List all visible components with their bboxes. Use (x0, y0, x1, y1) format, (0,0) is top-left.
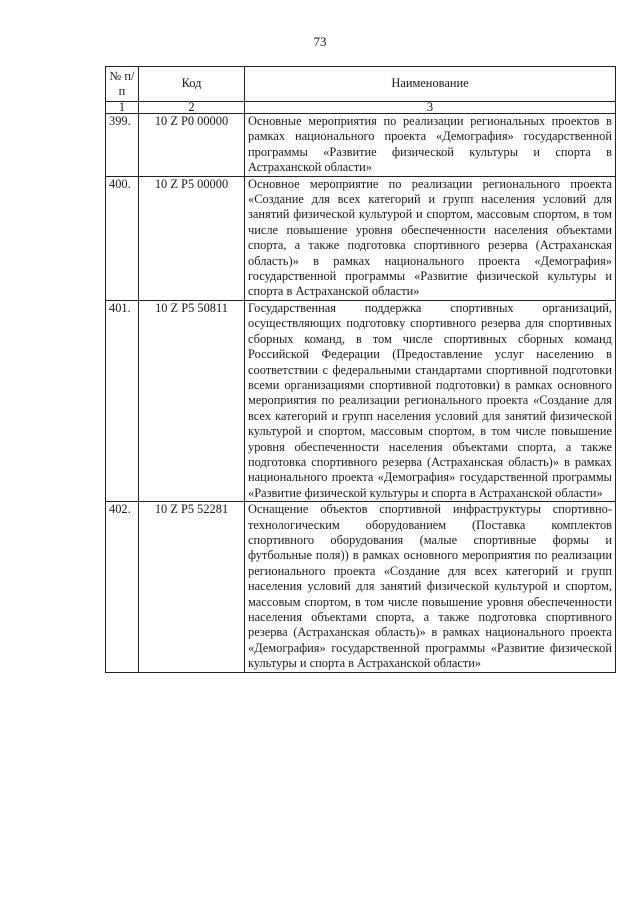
row-name: Государственная поддержка спортивных организаций, осуществляющих подготовку спортивного резерва для спортивных сборных команд, в том числе спортивных сборных команд Российской Федерации (Предоставление услуг населению в соответствии с федеральными стандартами спортивной подготовки всеми организациями спортивной подготовки) в рамках основного мероприятия по реализации регионального проекта «Создание для всех категорий и групп населения условий для занятий физической культурой и спортом, массовым спортом, в том числе повышение уровня обеспеченности населения объектами спорта, а также подготовка спортивного резерва (Астраханская область)» в рамках национального проекта «Демография» государственной программы «Развитие физической культуры и спорта в Астраханской области» (245, 300, 616, 501)
row-code: 10 Z P0 00000 (139, 114, 245, 177)
column-index-1: 1 (106, 102, 139, 114)
row-name: Основные мероприятия по реализации региональных проектов в рамках национального проекта «Демография» государственной программы «Развитие физической культуры и спорта в Астраханской области» (245, 114, 616, 177)
row-number: 402. (106, 502, 139, 672)
row-code: 10 Z P5 00000 (139, 176, 245, 300)
row-code: 10 Z P5 50811 (139, 300, 245, 501)
column-index-3: 3 (245, 102, 616, 114)
row-name: Оснащение объектов спортивной инфраструктуры спортивно-технологическим оборудованием (Поставка комплектов спортивного оборудования (малые спортивные формы и футбольные поля)) в рамках основного мероприятия по реализации регионального проекта «Создание для всех категорий и групп населения условий для занятий физической культурой и спортом, массовым спортом, в том числе повышение уровня обеспеченности населения объектами спорта, а также подготовка спортивного резерва (Астраханская область)» в рамках национального проекта «Демография» государственной программы «Развитие физической культуры и спорта в Астраханской области» (245, 502, 616, 672)
table-row (106, 502, 616, 672)
header-code: Код (139, 67, 245, 102)
header-number: № п/п (106, 67, 139, 102)
row-name: Основное мероприятие по реализации регионального проекта «Создание для всех категорий и групп населения условий для занятий физической культурой и спортом, массовым спортом, в том числе повышение уровня обеспеченности населения объектами спорта, а также подготовка спортивного резерва (Астраханская область)» в рамках национального проекта «Демография» государственной программы «Развитие физической культуры и спорта в Астраханской области» (245, 176, 616, 300)
table-row (106, 300, 616, 501)
page-number: 73 (313, 34, 327, 49)
column-index-2: 2 (139, 102, 245, 114)
budget-classification-table (105, 66, 616, 673)
row-number: 400. (106, 176, 139, 300)
row-code: 10 Z P5 52281 (139, 502, 245, 672)
table-row (106, 176, 616, 300)
row-number: 399. (106, 114, 139, 177)
table-row (106, 114, 616, 177)
header-name: Наименование (245, 67, 616, 102)
row-number: 401. (106, 300, 139, 501)
